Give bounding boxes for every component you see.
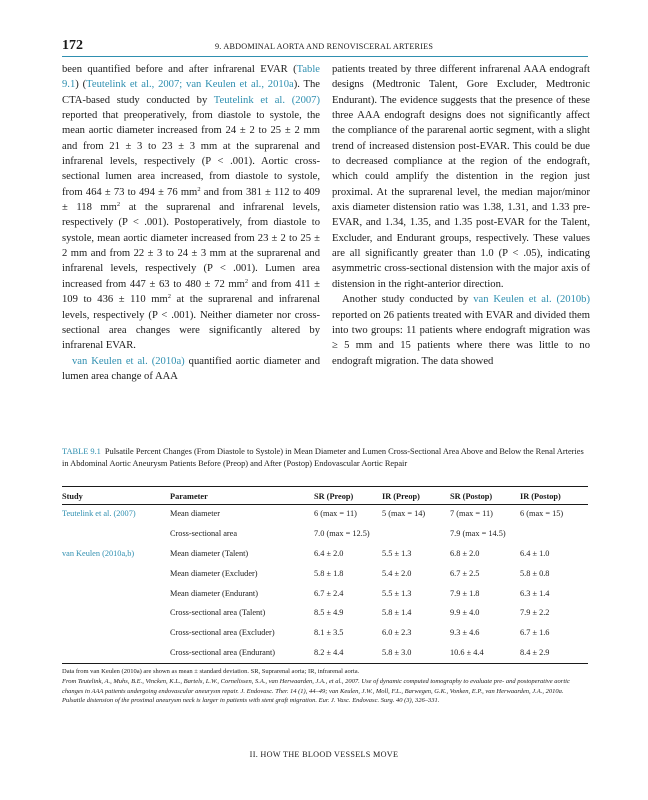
table-row [62, 643, 588, 663]
table-caption [62, 446, 588, 470]
study-cell [62, 623, 170, 643]
value-cell: 5.5 ± 1.3 [382, 588, 412, 598]
table-source: From Teutelink, A., Muhs, B.E., Vincken, K.L., Bartels, L.W., Cornelissen, S.A., van Herwaarden, J.A., et al., 2007. Use of dynamic computed tomography to evaluate pre- and postoperative aortic changes in AAA patients undergoing endovascular aneurysm repair. J. Endovasc. Ther. 14 (1), 44–49; van Keulen, J.W., Moll, F.L., Barwegen, G.K., Vonken, E.P., van Herwaarden, J.A., 2010a. Pulsatile distension of the proximal aneurysm neck is larger in patients with stent graft migration. Eur. J. Vasc. Endovasc. Surg. 40 (3), 326–331. [62, 677, 570, 705]
value-cell: 6.4 ± 2.0 [314, 548, 344, 558]
text-run: and from 411 ± 109 to 436 ± 110 mm [62, 278, 320, 306]
column-header: Parameter [170, 491, 208, 501]
table-row [62, 504, 588, 524]
value-cell: 5.8 ± 0.8 [520, 568, 550, 578]
table-bottom-rule [62, 663, 588, 664]
left-column [62, 62, 320, 384]
text-run: reported that preoperatively, from diastole to systole, the mean aortic diameter increased from 24 ± 2 to 25 ± 2 mm and from 21 ± 3 to 23 ± 3 mm at the suprarenal and infrarenal levels, respectively (P < .001). Aortic cross-sectional lumen area increased, from diastole to systole, from 464 ± 73 to 494 ± 76 mm [62, 110, 320, 198]
citation-link[interactable]: Teutelink et al. (2007) [213, 94, 320, 106]
value-cell: 6.8 ± 2.0 [450, 548, 480, 558]
value-cell: 8.1 ± 3.5 [314, 628, 344, 638]
table-notes [62, 667, 588, 706]
parameter-cell: Mean diameter (Endurant) [170, 588, 259, 598]
table-note: Data from van Keulen (2010a) are shown as mean ± standard deviation. SR, Suprarenal aorta; IR, infrarenal aorta. [62, 668, 360, 675]
column-header: IR (Preop) [382, 491, 420, 501]
page-footer: II. HOW THE BLOOD VESSELS MOVE [249, 750, 399, 759]
value-cell: 7.9 (max = 14.5) [450, 529, 506, 539]
text-run: been quantified before and after infrarenal EVAR ( [62, 64, 297, 75]
right-paragraph-2 [332, 292, 590, 369]
header-rule [62, 56, 588, 57]
parameter-cell: Cross-sectional area (Excluder) [170, 628, 275, 638]
table-row [62, 583, 588, 603]
page-header [62, 38, 588, 56]
value-cell: 6.0 ± 2.3 [382, 628, 412, 638]
left-paragraph-1 [62, 62, 320, 354]
text-run: and from 381 ± 112 to 409 ± 118 mm [62, 186, 320, 214]
value-cell: 9.3 ± 4.6 [450, 628, 480, 638]
column-header: SR (Postop) [450, 491, 493, 501]
value-cell: 6.3 ± 1.4 [520, 588, 550, 598]
value-cell: 8.4 ± 2.9 [520, 647, 550, 657]
value-cell: 7.9 ± 2.2 [520, 608, 550, 618]
parameter-cell: Cross-sectional area (Endurant) [170, 647, 276, 657]
right-paragraph-1 [332, 62, 590, 292]
table-header-row [62, 488, 588, 504]
page-number: 172 [62, 38, 83, 53]
citation-link[interactable]: Teutelink et al., 2007; van Keulen et al., 2010a [86, 79, 294, 91]
value-cell: 5.5 ± 1.3 [382, 548, 412, 558]
data-table [62, 488, 588, 662]
value-cell: 10.6 ± 4.4 [450, 647, 484, 657]
study-cell [62, 563, 170, 583]
text-run: reported on 26 patients treated with EVAR and divided them into two groups: 11 patients where endograft migration was ≥ 5 mm and 15 patients where there was little to no endograft migration. The data showed [332, 309, 590, 367]
column-header: IR (Postop) [520, 491, 561, 501]
value-cell: 5.8 ± 1.4 [382, 608, 412, 618]
text-run: at the suprarenal and infrarenal levels, respectively (P < .001). Postoperatively, from diastole to systole, mean aortic diameter increased from 23 ± 2 to 25 ± 2 mm and from 22 ± 3 to 24 ± 3 mm at the suprarenal and infrarenal levels, respectively (P < .001). Lumen area increased from 447 ± 63 to 480 ± 72 mm [62, 202, 321, 290]
text-run: Another study conducted by [342, 294, 474, 306]
table-row [62, 623, 588, 643]
superscript: 2 [116, 201, 121, 209]
running-head: 9. ABDOMINAL AORTA AND RENOVISCERAL ARTERIES [215, 42, 434, 51]
parameter-cell: Mean diameter (Excluder) [170, 568, 258, 578]
text-run: patients treated by three different infrarenal AAA endograft designs (Medtronic Talent, Gore Excluder, Medtronic Endurant). The evidence suggests that the presence of these three AAA endograft designs does not significantly affect the compliance of the pararenal aortic segment, with a slight trend of increased distension post-EVAR. This could be due to decreased compliance at the region of the endograft, which could amplify the distention in the region just proximal. At the suprarenal level, the median major/minor axis diameter distension ratio was 1.38, 1.31, and 1.33 pre-EVAR, and 1.34, 1.35, and 1.35 post-EVAR for the Talent, Excluder, and Endurant groups, respectively. These values are all significantly greater than 1.0 (P < .05), indicating asymmetric cross-sectional distension with the major axis of distension in the right-anterior direction. [332, 64, 590, 290]
superscript: 2 [244, 277, 249, 285]
right-column [332, 62, 590, 369]
study-cell [62, 643, 170, 663]
value-cell: 8.5 ± 4.9 [314, 608, 344, 618]
superscript: 2 [197, 185, 201, 193]
value-cell: 6.7 ± 2.4 [314, 588, 344, 598]
value-cell: 8.2 ± 4.4 [314, 647, 344, 657]
value-cell: 5 (max = 14) [382, 509, 426, 519]
parameter-cell: Cross-sectional area [170, 529, 238, 539]
text-run: ). The CTA-based study conducted by [62, 79, 320, 106]
study-cell [62, 603, 170, 623]
value-cell: 6 (max = 11) [314, 509, 357, 519]
parameter-cell: Mean diameter (Talent) [170, 548, 249, 558]
value-cell: 7.0 (max = 12.5) [314, 529, 370, 539]
parameter-cell: Cross-sectional area (Talent) [170, 608, 266, 618]
left-paragraph-2 [62, 354, 320, 385]
value-cell: 7 (max = 11) [450, 509, 493, 519]
value-cell: 7.9 ± 1.8 [450, 588, 480, 598]
value-cell: 6.4 ± 1.0 [520, 548, 550, 558]
value-cell: 6.7 ± 1.6 [520, 628, 550, 638]
study-cell [62, 583, 170, 603]
table-caption-text: Pulsatile Percent Changes (From Diastole to Systole) in Mean Diameter and Lumen Cross-Sectional Area Above and Below the Renal Arteries in Abdominal Aortic Aneurysm Patients Before (Preop) and After (Postop) Endovascular Aortic Repair [62, 447, 584, 468]
citation-link[interactable]: van Keulen et al. (2010b) [473, 294, 590, 306]
table-header-rule [62, 504, 588, 505]
citation-link[interactable]: van Keulen et al. (2010a) [72, 355, 185, 367]
text-run: quantified aortic diameter and lumen area change of AAA [62, 355, 320, 382]
table-row [62, 544, 588, 564]
table-top-rule [62, 486, 588, 487]
value-cell: 5.8 ± 1.8 [314, 568, 344, 578]
table-label: TABLE 9.1 [62, 447, 101, 456]
table-reference-link[interactable]: Table 9.1 [62, 64, 320, 91]
study-cell[interactable]: Teutelink et al. (2007) [62, 509, 136, 519]
study-cell[interactable]: van Keulen (2010a,b) [62, 548, 135, 558]
text-run: ) ( [75, 79, 87, 91]
superscript: 2 [167, 293, 171, 301]
table-row [62, 524, 588, 544]
value-cell: 6 (max = 15) [520, 509, 564, 519]
parameter-cell: Mean diameter [170, 509, 220, 519]
value-cell: 5.8 ± 3.0 [382, 647, 412, 657]
value-cell: 6.7 ± 2.5 [450, 568, 480, 578]
study-cell [62, 524, 170, 544]
column-header: SR (Preop) [314, 491, 354, 501]
value-cell: 5.4 ± 2.0 [382, 568, 412, 578]
table-row [62, 563, 588, 583]
text-run: at the suprarenal and infrarenal levels, respectively (P < .001). Neither diameter nor cross-sectional area changes were significantly altered by infrarenal EVAR. [62, 294, 320, 352]
value-cell: 9.9 ± 4.0 [450, 608, 480, 618]
column-header: Study [62, 491, 83, 501]
table-row [62, 603, 588, 623]
